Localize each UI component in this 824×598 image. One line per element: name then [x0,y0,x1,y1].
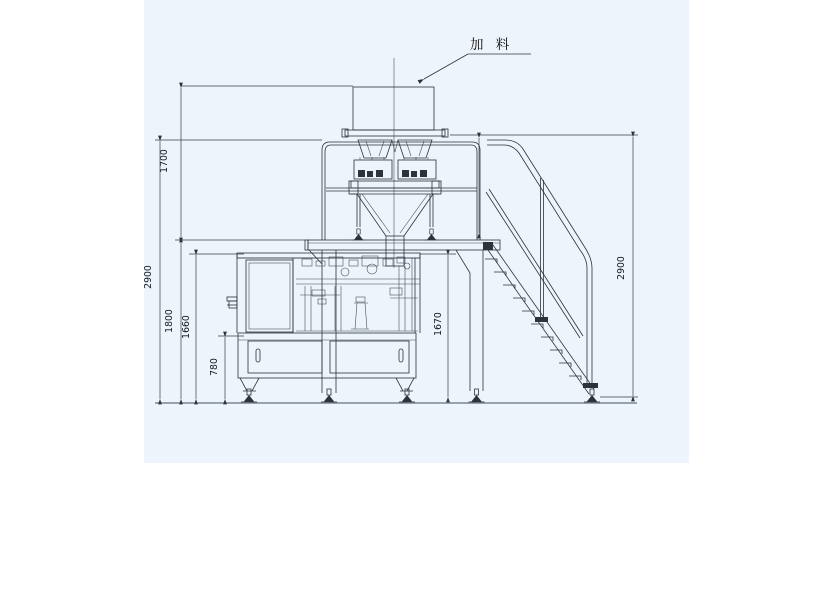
dim-1800-label: 1800 [164,309,175,333]
dim-780-label: 780 [209,358,220,376]
dim-2900-left-label: 2900 [143,265,154,289]
feed-callout-label: 加 料 [470,37,514,53]
dim-1660-label: 1660 [181,315,192,339]
dim-1670-label: 1670 [433,312,444,336]
drawing-canvas [144,0,689,463]
dim-2900-right-label: 2900 [616,256,627,280]
dim-1700-label: 1700 [159,149,170,173]
